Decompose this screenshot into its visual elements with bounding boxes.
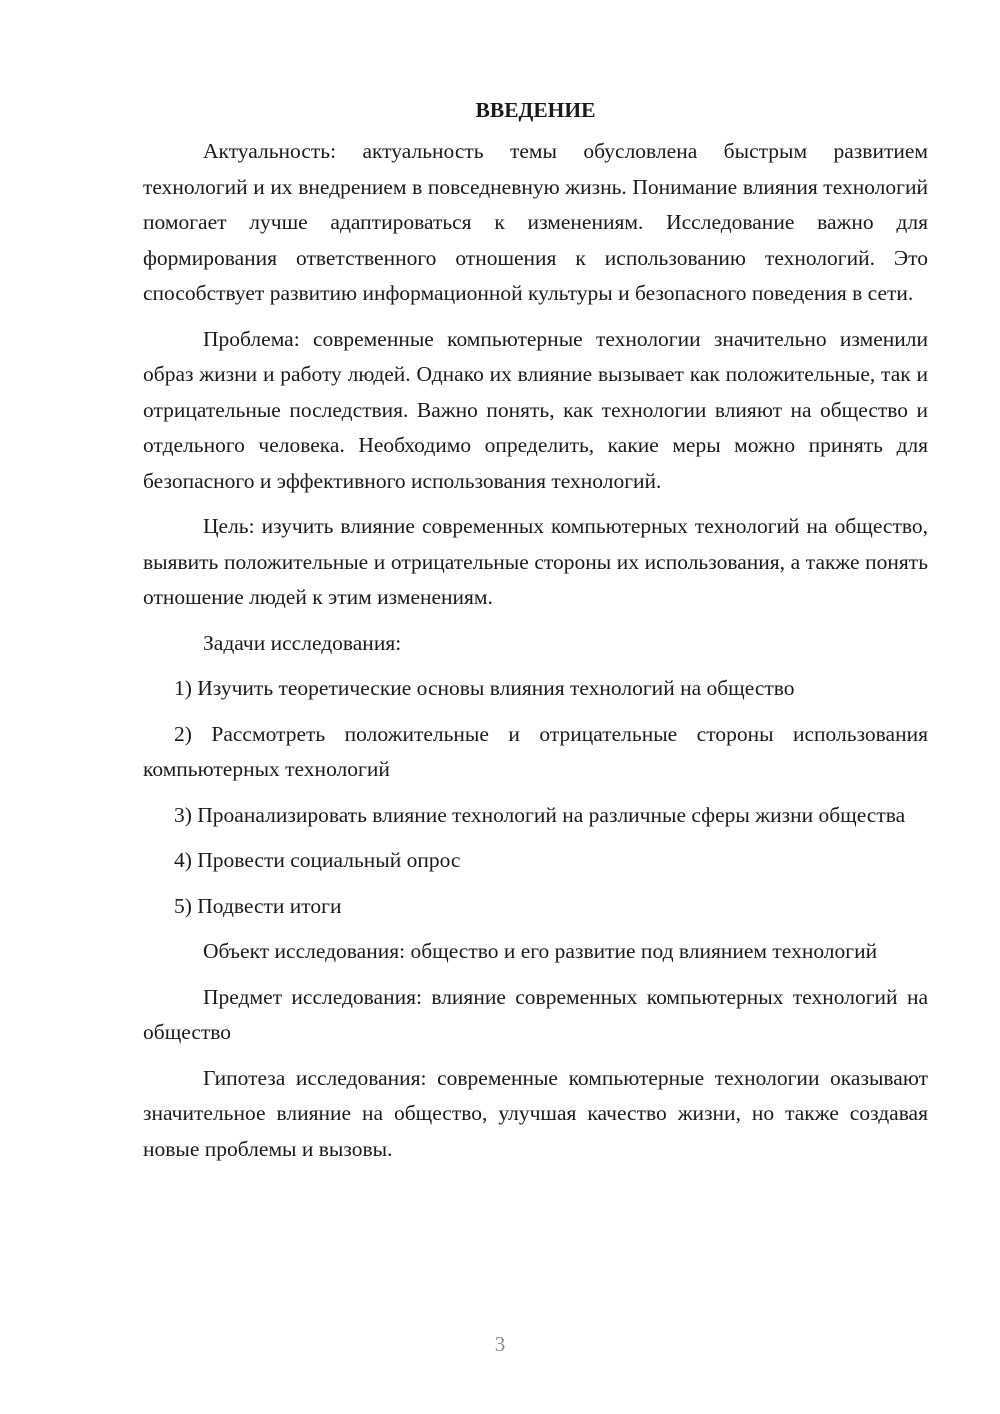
- document-page: [143, 92, 928, 1177]
- relevance-paragraph: Актуальность: актуальность темы обусловлена быстрым развитием технологий и их внедрением в повседневную жизнь. Понимание влияния технологий помогает лучше адаптироваться к изменениям. Исследование важно для формирования ответственного отношения к использованию технологий. Это способствует развитию информационной культуры и безопасного поведения в сети.: [143, 139, 928, 305]
- goal-paragraph: Цель: изучить влияние современных компьютерных технологий на общество, выявить положительные и отрицательные стороны их использования, а также понять отношение людей к этим изменениям.: [143, 514, 928, 609]
- task-item-5: 5) Подвести итоги: [174, 893, 342, 918]
- tasks-heading: Задачи исследования:: [203, 630, 402, 655]
- page-number: 3: [494, 1332, 506, 1356]
- section-title: ВВЕДЕНИЕ: [475, 98, 596, 122]
- hypothesis-paragraph: Гипотеза исследования: современные компьютерные технологии оказывают значительное влияние на общество, улучшая качество жизни, но также создавая новые проблемы и вызовы.: [143, 1065, 928, 1161]
- subject-paragraph: Предмет исследования: влияние современных компьютерных технологий на общество: [143, 984, 928, 1044]
- task-item-3: 3) Проанализировать влияние технологий на различные сферы жизни общества: [174, 802, 906, 827]
- task-item-4: 4) Провести социальный опрос: [174, 848, 461, 872]
- task-item-2: 2) Рассмотреть положительные и отрицательные стороны использования компьютерных технологий: [143, 721, 928, 781]
- problem-paragraph: Проблема: современные компьютерные технологии значительно изменили образ жизни и работу людей. Однако их влияние вызывает как положительные, так и отрицательные последствия. Важно понять, как технологии влияют на общество и отдельного человека. Необходимо определить, какие меры можно принять для безопасного и эффективного использования технологий.: [143, 326, 928, 493]
- task-item-1: 1) Изучить теоретические основы влияния технологий на общество: [174, 676, 795, 700]
- object-paragraph: Объект исследования: общество и его развитие под влиянием технологий: [203, 939, 878, 963]
